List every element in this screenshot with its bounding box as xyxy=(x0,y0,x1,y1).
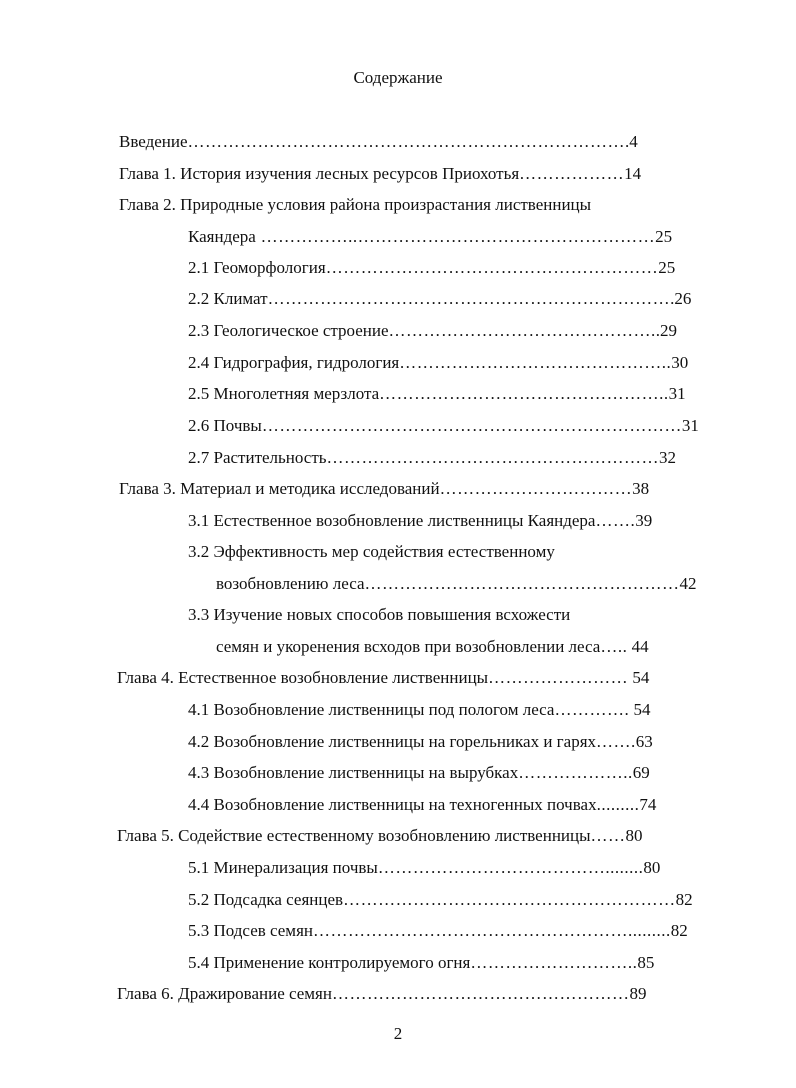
toc-entry-page: 42 xyxy=(679,574,697,593)
toc-entry-text: 2.3 Геологическое строение xyxy=(188,321,389,340)
toc-entry-dots: …………………………………........ xyxy=(377,858,644,877)
toc-entry-page: 63 xyxy=(635,732,653,751)
toc-entry-section-5-4 xyxy=(188,951,700,975)
toc-entry-text: 4.2 Возобновление лиственницы на горельниках и гарях xyxy=(188,732,597,751)
toc-entry-dots: ….. xyxy=(600,637,628,656)
toc-entry-text: Глава 2. Природные условия района произрастания лиственницы xyxy=(119,195,592,214)
toc-entry-text: 3.3 Изучение новых способов повышения всхожести xyxy=(188,605,571,624)
toc-entry-section-2-3 xyxy=(188,319,700,343)
toc-entry-text: 4.3 Возобновление лиственницы на вырубках xyxy=(188,763,519,782)
toc-entry-dots: …………. xyxy=(554,700,630,719)
toc-entry-text: 4.1 Возобновление лиственницы под пологом леса xyxy=(188,700,555,719)
toc-entry-text: Введение xyxy=(119,132,188,151)
toc-entry-dots: ……. xyxy=(596,732,636,751)
toc-entry-text: 4.4 Возобновление лиственницы на техногенных почвах xyxy=(188,795,597,814)
toc-entry-section-5-2 xyxy=(188,888,700,912)
toc-entry-chapter-2-continued xyxy=(188,225,700,249)
toc-entry-text: 5.2 Подсадка сеянцев xyxy=(188,890,344,909)
toc-entry-text: 2.4 Гидрография, гидрология xyxy=(188,353,400,372)
toc-entry-section-2-7 xyxy=(188,446,700,470)
toc-entry-section-4-1 xyxy=(188,698,700,722)
toc-entry-page: 74 xyxy=(639,795,657,814)
toc-entry-page: 25 xyxy=(655,227,673,246)
toc-entry-text: 5.1 Минерализация почвы xyxy=(188,858,378,877)
toc-entry-chapter-4 xyxy=(117,666,701,690)
toc-entry-text: 2.5 Многолетняя мерзлота xyxy=(188,384,380,403)
toc-entry-chapter-2 xyxy=(119,193,699,217)
toc-entry-text: Глава 4. Естественное возобновление лиственницы xyxy=(117,668,489,687)
toc-entry-dots: …………………………………………… xyxy=(331,984,630,1003)
toc-entry-page: 44 xyxy=(627,637,649,656)
toc-entry-dots: ……………………….. xyxy=(470,953,638,972)
toc-entry-dots: ………………………………………………… xyxy=(325,258,659,277)
toc-entry-dots: ………………………………………………… xyxy=(343,890,676,909)
toc-entry-page: 82 xyxy=(675,890,693,909)
toc-entry-dots: ……. xyxy=(595,511,636,530)
toc-entry-section-4-3 xyxy=(188,761,700,785)
toc-entry-text: семян и укоренения всходов при возобновлении леса xyxy=(216,637,601,656)
toc-entry-dots: ………………………………………………………………… xyxy=(187,132,626,151)
toc-entry-section-2-4 xyxy=(188,351,700,375)
toc-entry-section-3-3 xyxy=(188,603,700,627)
toc-entry-dots: …………………… xyxy=(488,668,629,687)
toc-entry-dots: ……………..…………………………………………… xyxy=(255,227,656,246)
toc-entry-page: 69 xyxy=(632,763,650,782)
toc-entry-chapter-1 xyxy=(119,162,699,186)
toc-entry-page: .29 xyxy=(655,321,678,340)
toc-entry-text: 2.7 Растительность xyxy=(188,448,327,467)
toc-entry-dots: ……………………………………….. xyxy=(399,353,672,372)
toc-entry-page: 80 xyxy=(643,858,661,877)
toc-entry-text: 2.2 Климат xyxy=(188,289,268,308)
toc-entry-chapter-5 xyxy=(117,824,701,848)
toc-entry-section-4-2 xyxy=(188,730,700,754)
toc-entry-section-3-3-continued xyxy=(216,635,700,659)
toc-entry-page: 25 xyxy=(658,258,676,277)
toc-entry-page: 31 xyxy=(681,416,699,435)
toc-entry-text: 3.1 Естественное возобновление лиственницы Каяндера xyxy=(188,511,596,530)
toc-entry-dots: ………………………………………………… xyxy=(326,448,660,467)
toc-entry-chapter-6 xyxy=(117,982,701,1006)
toc-entry-section-5-3 xyxy=(188,919,700,943)
toc-entry-text: Глава 1. История изучения лесных ресурсов Приохотья xyxy=(119,164,520,183)
toc-entry-page: 31 xyxy=(668,384,686,403)
toc-entry-dots: ……………… xyxy=(519,164,625,183)
toc-entry-text: 2.6 Почвы xyxy=(188,416,262,435)
toc-entry-page: .4 xyxy=(625,132,638,151)
toc-entry-dots: ………………………………………….. xyxy=(379,384,669,403)
toc-entry-intro xyxy=(119,130,699,154)
toc-entry-chapter-3 xyxy=(119,477,699,501)
toc-entry-section-3-2-continued xyxy=(216,572,700,596)
toc-entry-text: Каяндера xyxy=(188,227,256,246)
toc-entry-page: 89 xyxy=(629,984,647,1003)
toc-entry-page: 82 xyxy=(670,921,688,940)
toc-entry-page: 14 xyxy=(624,164,642,183)
toc-entry-text: 5.4 Применение контролируемого огня xyxy=(188,953,471,972)
toc-entry-dots: ……………….. xyxy=(518,763,633,782)
toc-entry-page: 39 xyxy=(635,511,653,530)
toc-entry-text: возобновлению леса xyxy=(216,574,365,593)
toc-entry-page: 38 xyxy=(632,479,650,498)
page-number: 2 xyxy=(393,1024,403,1043)
toc-entry-section-2-6 xyxy=(188,414,700,438)
toc-entry-section-3-2 xyxy=(188,540,700,564)
toc-entry-text: 3.2 Эффективность мер содействия естественному xyxy=(188,542,555,561)
toc-entry-page: 32 xyxy=(659,448,677,467)
toc-entry-section-2-5 xyxy=(188,382,700,406)
toc-entry-section-2-2 xyxy=(188,287,700,311)
toc-entry-page: 80 xyxy=(625,826,643,845)
toc-entry-dots: ......... xyxy=(596,795,640,814)
toc-entry-dots: ………………………………………………......... xyxy=(313,921,671,940)
toc-entry-page: 30 xyxy=(671,353,689,372)
toc-entry-dots: …………………………………………………………… xyxy=(267,289,671,308)
toc-entry-page: .26 xyxy=(670,289,692,308)
toc-entry-section-5-1 xyxy=(188,856,700,880)
toc-entry-text: Глава 5. Содействие естественному возобновлению лиственницы xyxy=(117,826,591,845)
toc-entry-page: 85 xyxy=(637,953,655,972)
toc-entry-dots: ………………………………………. xyxy=(388,321,656,340)
toc-entry-page: 54 xyxy=(629,700,651,719)
toc-entry-dots: ……………………………………………… xyxy=(364,574,680,593)
toc-entry-text: Глава 3. Материал и методика исследований xyxy=(119,479,440,498)
toc-entry-section-4-4 xyxy=(188,793,700,817)
toc-entry-text: 5.3 Подсев семян xyxy=(188,921,313,940)
toc-entry-page: 54 xyxy=(628,668,650,687)
toc-entry-text: Глава 6. Дражирование семян xyxy=(117,984,332,1003)
toc-entry-dots: …… xyxy=(590,826,626,845)
document-title: Содержание xyxy=(353,68,443,87)
toc-entry-dots: ……………………………………………………………… xyxy=(261,416,682,435)
toc-entry-text: 2.1 Геоморфология xyxy=(188,258,326,277)
toc-entry-section-3-1 xyxy=(188,509,700,533)
toc-entry-dots: …………………………… xyxy=(439,479,633,498)
toc-entry-section-2-1 xyxy=(188,256,700,280)
